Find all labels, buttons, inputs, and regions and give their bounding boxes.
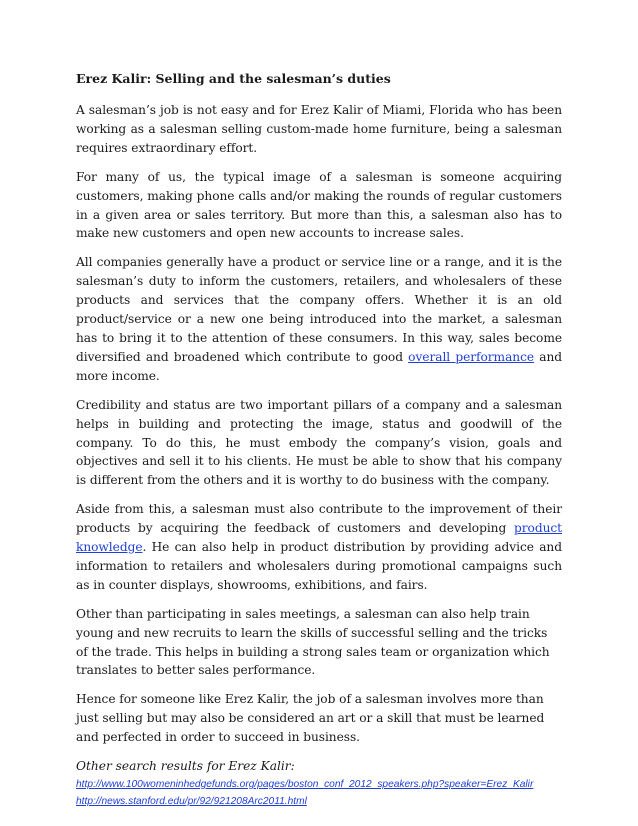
paragraph-text: Aside from this, a salesman must also contribute to the improvement of their products by acquiring the feedback of customers and developing xyxy=(76,502,562,536)
paragraph-training: Other than participating in sales meetings, a salesman can also help train young and new recruits to learn the skills of successful selling and the tricks of the trade. This helps in building a strong sales team or organization which translates to better sales performance. xyxy=(76,606,550,678)
paragraph-feedback xyxy=(76,500,562,595)
other-search-results-label: Other search results for Erez Kalir: xyxy=(76,759,295,774)
paragraph-text: All companies generally have a product or service line or a range, and it is the salesman’s duty to inform the customers, retailers, and wholesalers of these products and services that the company offers. Whether it is an old product/service or a new one being introduced into the market, a salesman has to bring it to the attention of these consumers. In this way, sales become diversified and broadened which contribute to good xyxy=(76,255,562,364)
paragraph-text: and more income. xyxy=(76,349,562,383)
product-knowledge-link[interactable]: product knowledge xyxy=(76,521,562,555)
paragraph-intro: A salesman’s job is not easy and for Erez Kalir of Miami, Florida who has been working as a salesman selling custom-made home furniture, being a salesman requires extraordinary effort. xyxy=(76,103,562,155)
document-title: Erez Kalir: Selling and the salesman’s duties xyxy=(76,71,391,86)
paragraph-credibility: Credibility and status are two important pillars of a company and a salesman helps in building and protecting the image, status and goodwill of the company. To do this, he must embody the company’s vision, goals and objectives and sell it to his clients. He must be able to show that his company is different from the others and it is worthy to do business with the company. xyxy=(76,397,562,488)
paragraph-conclusion: Hence for someone like Erez Kalir, the job of a salesman involves more than just selling but may also be considered an art or a skill that must be learned and perfected in order to succeed in business. xyxy=(76,692,545,745)
overall-performance-link[interactable]: overall performance xyxy=(408,349,535,364)
paragraph-typical-image: For many of us, the typical image of a salesman is someone acquiring customers, making phone calls and/or making the rounds of regular customers in a given area or sales territory. But more than this, a salesman also has to make new customers and open new accounts to increase sales. xyxy=(76,169,562,241)
paragraph-text: . He can also help in product distribution by providing advice and information to retailers and wholesalers during promotional campaigns such as in counter displays, showrooms, exhibitions, and fairs. xyxy=(76,540,562,592)
paragraph-products-duty xyxy=(76,253,562,385)
document-page xyxy=(76,70,562,810)
search-result-link-1[interactable]: http://www.100womeninhedgefunds.org/pages/boston_conf_2012_speakers.php?speaker=Erez_Kalir xyxy=(76,779,534,791)
search-result-link-2[interactable]: http://news.stanford.edu/pr/92/921208Arc2011.html xyxy=(76,796,307,808)
